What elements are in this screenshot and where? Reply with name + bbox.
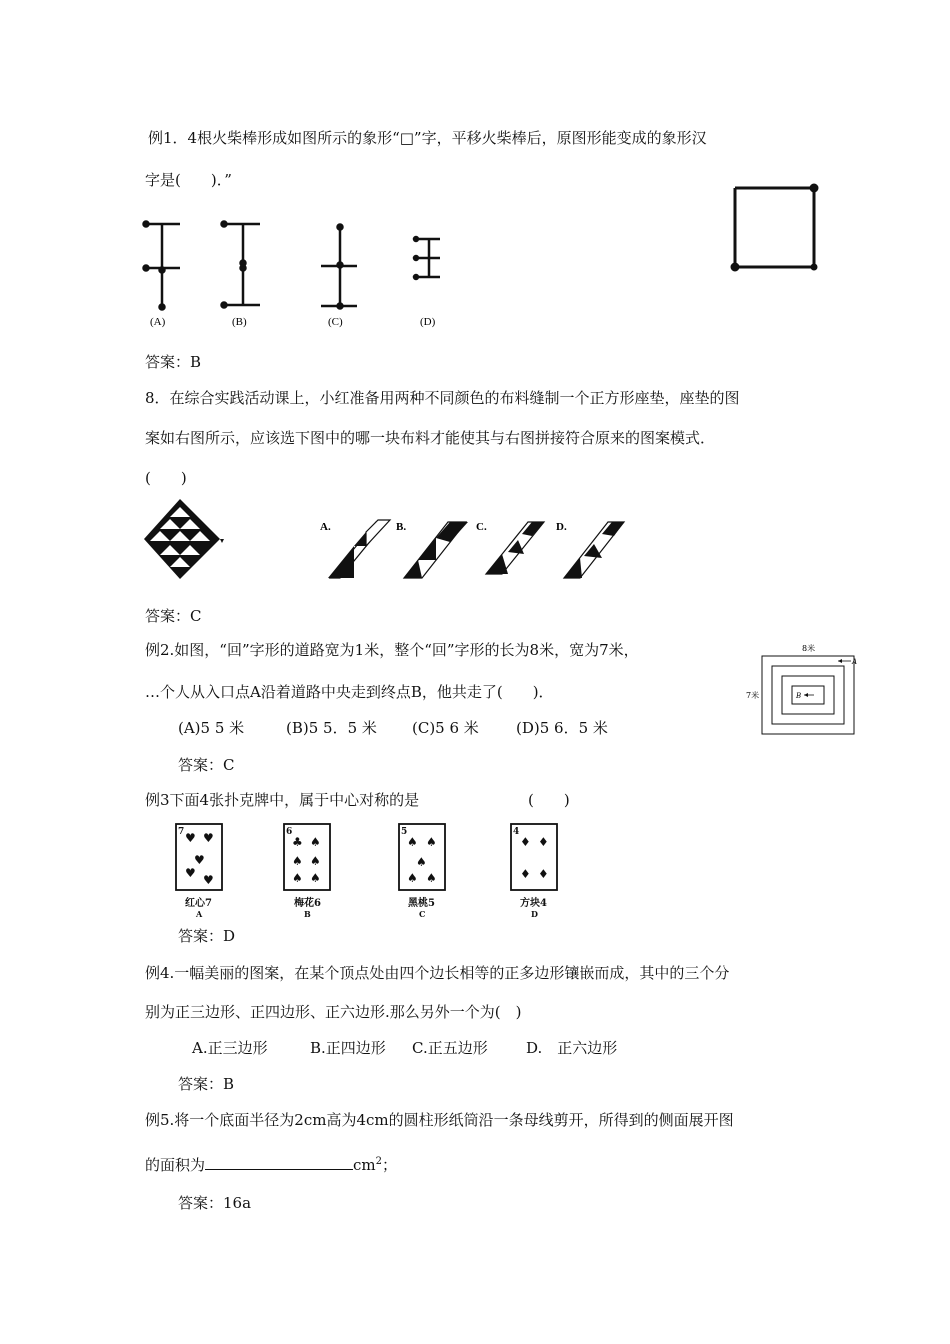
q4-line2: 别为正三边形、正四边形、正六边形.那么另外一个为( ) [145,1003,522,1021]
q2-line2: …个人从入口点A沿着道路中央走到终点B，他共走了( )． [145,683,554,701]
matchstick-option-a [144,222,181,310]
q4-choice: A.正三边形 [192,1039,268,1057]
card-name: 方块4 [520,898,547,909]
svg-text:♠: ♠ [426,835,437,849]
poker-cards-figure [170,820,570,920]
hui-height-label: 7米 [746,691,760,700]
q8-line3: ( ) [145,469,187,487]
q3-paren: ( ) [528,791,570,809]
svg-text:♦: ♦ [538,835,549,849]
svg-text:♠: ♠ [292,854,303,868]
q8-answer: 答案：C [145,607,202,625]
q2-choice: (A)5 5 米 [178,719,245,737]
svg-text:♠: ♠ [310,871,321,885]
q5-answer: 答案：16a [178,1194,252,1212]
q5-exponent: 2 [375,1156,383,1167]
svg-text:♣: ♣ [292,835,303,849]
q2-choice: (D)5 6．5 米 [516,719,608,737]
fabric-option-b [404,522,468,578]
q1-option-label: (C) [328,316,343,328]
cushion-pattern-figure [140,495,230,585]
q1-option-label: (B) [232,316,247,328]
q8-option-label: B. [396,521,407,533]
svg-text:♠: ♠ [407,835,418,849]
svg-text:♥: ♥ [203,831,214,845]
matchstick-option-b [222,222,261,308]
matchstick-option-c [321,225,357,309]
svg-text:♦: ♦ [520,867,531,881]
card-name: 黑桃5 [408,898,435,909]
hui-road-figure [746,642,860,736]
q1-answer: 答案：B [145,353,202,371]
card-rank: 7 [178,827,185,837]
card-rank: 5 [401,827,408,837]
fabric-option-a [328,520,390,578]
q8-option-label: D. [556,521,567,533]
svg-text:♥: ♥ [185,866,196,880]
svg-text:♥: ♥ [194,853,205,867]
q4-choice: B.正四边形 [310,1039,386,1057]
card-rank: 6 [286,827,293,837]
fabric-option-c [486,522,544,574]
q2-choice: (C)5 6 米 [412,719,479,737]
q4-answer: 答案：B [178,1075,235,1093]
q5-line2-prefix: 的面积为 [145,1156,206,1174]
svg-text:♠: ♠ [292,871,303,885]
svg-text:♠: ♠ [407,871,418,885]
q1-option-label: (A) [150,316,166,328]
svg-text:♥: ♥ [203,873,214,887]
svg-text:♥: ♥ [185,831,196,845]
hui-width-label: 8米 [802,644,816,653]
q5-answer-blank [205,1155,353,1170]
card-letter: B [304,909,311,919]
q1-line1: 例1．4根火柴棒形成如图所示的象形“□”字，平移火柴棒后，原图形能变成的象形汉 [148,129,707,147]
hui-point-b: B [796,692,802,700]
q4-choice: C.正五边形 [412,1039,488,1057]
card-name: 红心7 [185,898,212,909]
q3-line1: 例3下面4张扑克牌中，属于中心对称的是 [145,791,420,809]
card-letter: D [531,909,538,919]
svg-text:♠: ♠ [426,871,437,885]
q5-line2 [145,1152,397,1175]
q5-line1: 例5.将一个底面半径为2cm高为4cm的圆柱形纸筒沿一条母线剪开，所得到的侧面展开图 [145,1111,734,1129]
q8-option-label: C. [476,521,487,533]
q2-line1: 例2.如图，“回”字形的道路宽为1米，整个“回”字形的长为8米，宽为7米， [145,641,639,659]
q1-line2: 字是( )．” [145,171,232,189]
card-name: 梅花6 [294,898,321,909]
card-letter: A [196,909,203,919]
svg-text:♠: ♠ [416,855,427,869]
q8-line1: 8．在综合实践活动课上，小红准备用两种不同颜色的布料缝制一个正方形座垫，座垫的图 [145,389,740,407]
card-letter: C [419,909,426,919]
q4-line1: 例4.一幅美丽的图案，在某个顶点处由四个边长相等的正多边形镶嵌而成，其中的三个分 [145,964,730,982]
q2-answer: 答案：C [178,756,235,774]
q5-line2-suffix: ； [382,1156,398,1174]
svg-text:♦: ♦ [538,867,549,881]
q3-answer: 答案：D [178,927,236,945]
fabric-options-figure [318,512,638,590]
svg-text:♠: ♠ [310,854,321,868]
q8-line2: 案如右图所示，应该选下图中的哪一块布料才能使其与右图拼接符合原来的图案模式． [145,429,716,447]
q2-choice: (B)5 5．5 米 [286,719,377,737]
hui-point-a: A [852,658,858,666]
q5-unit: cm [353,1156,376,1174]
q8-option-label: A. [320,521,331,533]
svg-text:♦: ♦ [520,835,531,849]
q1-option-label: (D) [420,316,436,328]
matchstick-option-d [414,237,440,279]
matchstick-square-figure [728,182,820,274]
q4-choice: D. 正六边形 [526,1039,618,1057]
svg-text:♠: ♠ [310,835,321,849]
fabric-option-d [564,522,624,578]
matchstick-options-figure [140,215,460,335]
card-rank: 4 [513,827,520,837]
